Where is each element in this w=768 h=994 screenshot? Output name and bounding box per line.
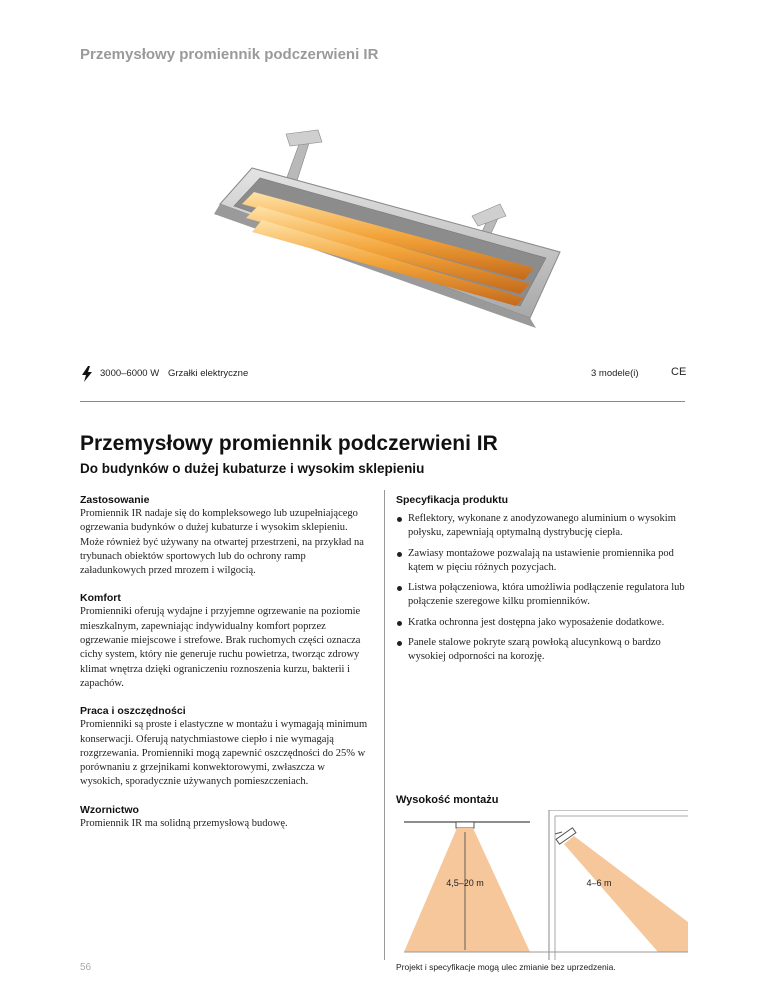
ceiling-heater xyxy=(456,822,474,828)
heating-type: Grzałki elektryczne xyxy=(168,368,249,379)
ceiling-height-label: 4,5–20 m xyxy=(446,878,484,888)
disclaimer: Projekt i specyfikacje mogą ulec zmianie bez uprzedzenia. xyxy=(396,962,616,972)
section-heading: Wzornictwo xyxy=(80,803,139,816)
wall-bracket xyxy=(555,832,562,834)
page-title: Przemysłowy promiennik podczerwieni IR xyxy=(80,432,498,455)
specs-bar xyxy=(80,366,690,384)
running-header: Przemysłowy promiennik podczerwieni IR xyxy=(80,46,379,63)
section-heading: Zastosowanie xyxy=(80,494,150,506)
models-count: 3 modele(i) xyxy=(591,368,639,379)
section-heading: Praca i oszczędności xyxy=(80,705,186,718)
section-text: Promiennik IR nadaje się do kompleksowego lub uzupełniającego ogrzewania budynków o dużej kubaturze i wysokim sklepieniu. Może również być używany na otwartej przestrzeni, na przykład na trybunach obiektów sportowych lub do ochrony ramp załadunkowych przed mrozem i wilgocią. xyxy=(80,508,364,577)
description-column xyxy=(80,494,370,845)
divider xyxy=(80,401,685,402)
list-item: Reflektory, wykonane z anodyzowanego aluminium o wysokim połysku, zapewniają optymalną dystrybucję ciepła. xyxy=(396,512,688,541)
ce-mark: CE xyxy=(671,366,687,378)
spec-heading: Specyfikacja produktu xyxy=(396,494,509,506)
section-heading: Komfort xyxy=(80,592,121,605)
lightning-icon xyxy=(80,366,94,382)
wall-height-label: 4–6 m xyxy=(586,878,612,888)
specification-column xyxy=(396,494,688,671)
section-application xyxy=(80,494,370,578)
page-subtitle: Do budynków o dużej kubaturze i wysokim sklepieniu xyxy=(80,461,425,476)
section-text: Promienniki są proste i elastyczne w montażu i wymagają minimum konserwacji. Oferują natychmiastowe ciepło i nie wymagają rozgrzewania. Promienniki mogą zapewnić oszczędności do 25% w porównaniu z grzejnikami konwektorowymi, zwłaszcza w wysokich, sporadycznie używanych pomieszczeniach. xyxy=(80,719,368,788)
mounting-bracket-left xyxy=(286,130,322,184)
section-operation xyxy=(80,705,370,789)
list-item: Panele stalowe pokryte szarą powłoką alucynkową o bardzo wysokiej odporności na korozję. xyxy=(396,636,688,665)
power-range: 3000–6000 W xyxy=(100,368,160,379)
mounting-height-heading: Wysokość montażu xyxy=(396,794,499,806)
page-number: 56 xyxy=(80,962,92,973)
section-text: Promiennik IR ma solidną przemysłową budowę. xyxy=(80,817,288,829)
infrared-heater-image xyxy=(190,118,570,348)
list-item: Listwa połączeniowa, która umożliwia podłączenie regulatora lub połączenie szeregowe kilku promienników. xyxy=(396,581,688,610)
list-item: Kratka ochronna jest dostępna jako wyposażenie dodatkowe. xyxy=(396,616,688,630)
column-divider xyxy=(384,490,385,960)
ceiling-heat-cone xyxy=(404,828,530,952)
section-text: Promienniki oferują wydajne i przyjemne ogrzewanie na poziomie mieszkalnym, zapewniając indywidualny komfort poprzez ogrzewanie miejscowe i strefowe. Brak ruchomych części oznacza cichy system, który nie generuje ruchu powietrza, tworząc zdrowy klimat wnętrza dzięki ograniczeniu roznoszenia kurzu, bakterii i zapachów. xyxy=(80,606,361,689)
section-design xyxy=(80,804,370,831)
spec-list xyxy=(396,512,688,665)
mounting-height-diagram xyxy=(396,810,692,972)
wall-heat-cone xyxy=(564,836,688,952)
section-comfort xyxy=(80,592,370,691)
list-item: Zawiasy montażowe pozwalają na ustawienie promiennika pod kątem w pięciu różnych pozycjach. xyxy=(396,547,688,576)
